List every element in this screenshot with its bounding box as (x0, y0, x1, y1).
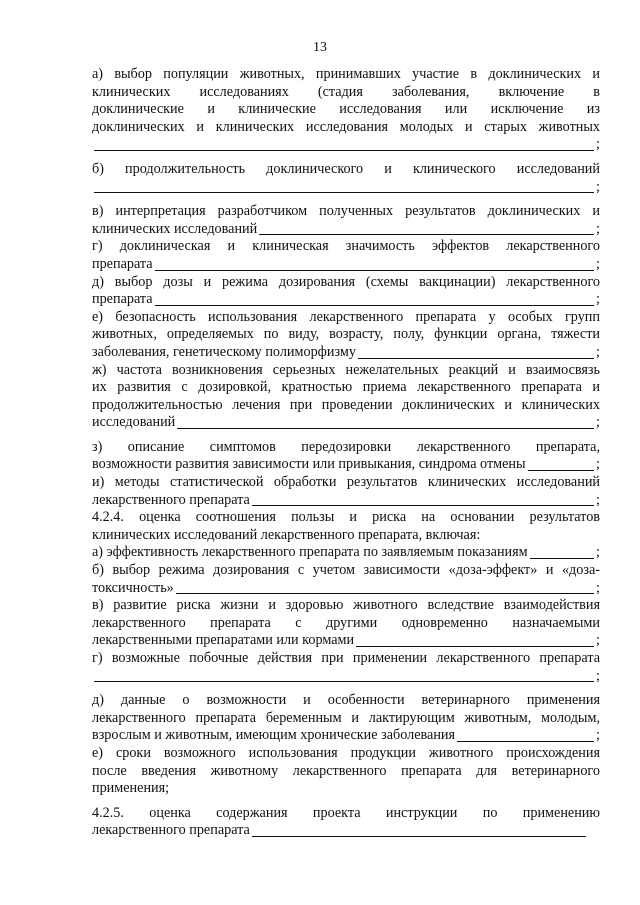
line-end: ; (596, 667, 600, 684)
text-line: д) данные о возможности и особенности ветеринарного применения (92, 692, 600, 709)
blank-field[interactable] (94, 180, 594, 193)
blank-row (92, 727, 600, 745)
text-line: препарата (92, 255, 153, 272)
text-line: лекарственного препарата (92, 491, 250, 508)
blank-field[interactable] (358, 346, 594, 359)
text-line: животных, определяемых по виду, возрасту, полу, функции органа, тяжести (92, 326, 600, 343)
blank-field[interactable] (457, 729, 594, 742)
text-line: з) описание симптомов передозировки лекарственного препарата, (92, 438, 600, 455)
text-line: клинических исследованиях (стадия заболевания, включение в (92, 83, 600, 100)
text-line: и) методы статистической обработки результатов клинических исследований (92, 474, 600, 491)
text-line: доклинических и клинических исследования молодых и старых животных (92, 118, 600, 135)
text-line: исследований (92, 414, 176, 431)
blank-field[interactable] (259, 222, 594, 235)
text-line: лекарственными препаратами или кормами (92, 632, 355, 649)
item-b-duration (92, 161, 600, 196)
item-zh-adverse-reactions (92, 362, 600, 432)
blank-field[interactable] (252, 493, 594, 506)
item-z-overdose (92, 439, 600, 474)
blank-row (92, 414, 600, 432)
blank-row (92, 668, 600, 686)
item-b-dosing-regimen (92, 562, 600, 597)
text-line: препарата (92, 291, 153, 308)
text-line: заболевания, генетическому полиморфизму (92, 343, 356, 360)
text-line: лекарственного препарата беременным и лактирующим животным, молодым, (92, 709, 600, 726)
blank-row (92, 822, 600, 840)
section-4-2-4 (92, 509, 600, 544)
line-end: ; (596, 220, 600, 237)
text-line: лекарственного препарата с другими одновременно назначаемыми (92, 614, 600, 631)
text-line: а) выбор популяции животных, принимавших участие в доклинических и (92, 66, 600, 82)
blank-row (92, 632, 600, 650)
text-line: в) развитие риска жизни и здоровью животного вследствие взаимодействия (92, 597, 600, 614)
blank-field[interactable] (528, 458, 595, 471)
item-d-dose (92, 274, 600, 309)
line-end: ; (596, 291, 600, 308)
text-line: а) эффективность лекарственного препарата по заявляемым показаниям (92, 544, 528, 561)
item-v-interpretation (92, 203, 600, 238)
item-i-statistics (92, 474, 600, 509)
blank-field[interactable] (252, 824, 586, 837)
text-line: доклинические и клинические исследования или исключение из (92, 101, 600, 118)
blank-field[interactable] (155, 258, 594, 271)
blank-row (92, 456, 600, 474)
line-end: ; (596, 255, 600, 272)
text-line: их развития с дозировкой, кратностью приема лекарственного препарата и (92, 379, 600, 396)
blank-field[interactable] (356, 634, 594, 647)
section-heading: 4.2.5. оценка содержания проекта инструкции по применению (92, 804, 600, 821)
section-heading: 4.2.4. оценка соотношения пользы и риска на основании результатов (92, 509, 600, 526)
text-line: токсичность» (92, 579, 174, 596)
text-line: применения; (92, 780, 170, 797)
blank-row (92, 544, 600, 562)
blank-row (92, 221, 600, 239)
line-end: ; (596, 632, 600, 649)
document-body (92, 66, 600, 840)
blank-row (92, 179, 600, 197)
blank-row (92, 291, 600, 309)
text-line: клинических исследований лекарственного препарата, включая: (92, 526, 481, 543)
line-end: ; (596, 136, 600, 153)
blank-row (92, 344, 600, 362)
item-g-side-effects (92, 650, 600, 685)
item-e-withdrawal-period (92, 745, 600, 798)
text-line: г) возможные побочные действия при применении лекарственного препарата (92, 650, 600, 666)
blank-field[interactable] (530, 546, 594, 559)
line-end: ; (596, 579, 600, 596)
text-line: продолжительностью лечения при проведении доклинических и клинических (92, 396, 600, 413)
text-line: б) продолжительность доклинического и клинического исследований (92, 160, 600, 177)
blank-field[interactable] (155, 293, 594, 306)
blank-field[interactable] (177, 416, 594, 429)
line-end: ; (596, 456, 600, 473)
text-line: д) выбор дозы и режима дозирования (схемы вакцинации) лекарственного (92, 273, 600, 290)
blank-field[interactable] (94, 138, 594, 151)
text-line: возможности развития зависимости или привыкания, синдрома отмены (92, 456, 526, 473)
section-4-2-5 (92, 805, 600, 840)
line-end: ; (596, 544, 600, 561)
text-line: клинических исследований (92, 220, 258, 237)
blank-row (92, 256, 600, 274)
blank-field[interactable] (94, 669, 594, 682)
blank-row (92, 580, 600, 598)
item-v-interaction-risk (92, 597, 600, 650)
item-e-safety (92, 309, 600, 362)
line-end: ; (596, 491, 600, 508)
text-line: после введения животному лекарственного препарата для ветеринарного (92, 762, 600, 779)
blank-row (92, 492, 600, 510)
blank-field[interactable] (176, 581, 594, 594)
item-a-population (92, 66, 600, 154)
line-end: ; (596, 414, 600, 431)
text-line: ж) частота возникновения серьезных нежелательных реакций и взаимосвязь (92, 361, 600, 378)
text-line: б) выбор режима дозирования с учетом зависимости «доза-эффект» и «доза- (92, 562, 600, 579)
item-a-efficacy (92, 544, 600, 562)
page-number: 13 (313, 40, 327, 55)
item-g-significance (92, 238, 600, 273)
line-end: ; (596, 343, 600, 360)
line-end: ; (596, 178, 600, 195)
text-line: взрослым и животным, имеющим хронические заболевания (92, 727, 456, 744)
line-end: ; (596, 727, 600, 744)
text-line: е) сроки возможного использования продукции животного происхождения (92, 744, 600, 761)
text-line: в) интерпретация разработчиком полученных результатов доклинических и (92, 203, 600, 220)
text-line: лекарственного препарата (92, 822, 250, 839)
text-line: е) безопасность использования лекарственного препарата у особых групп (92, 308, 600, 325)
item-d-special-use (92, 692, 600, 745)
text-line: г) доклиническая и клиническая значимость эффектов лекарственного (92, 238, 600, 255)
blank-row (92, 136, 600, 154)
